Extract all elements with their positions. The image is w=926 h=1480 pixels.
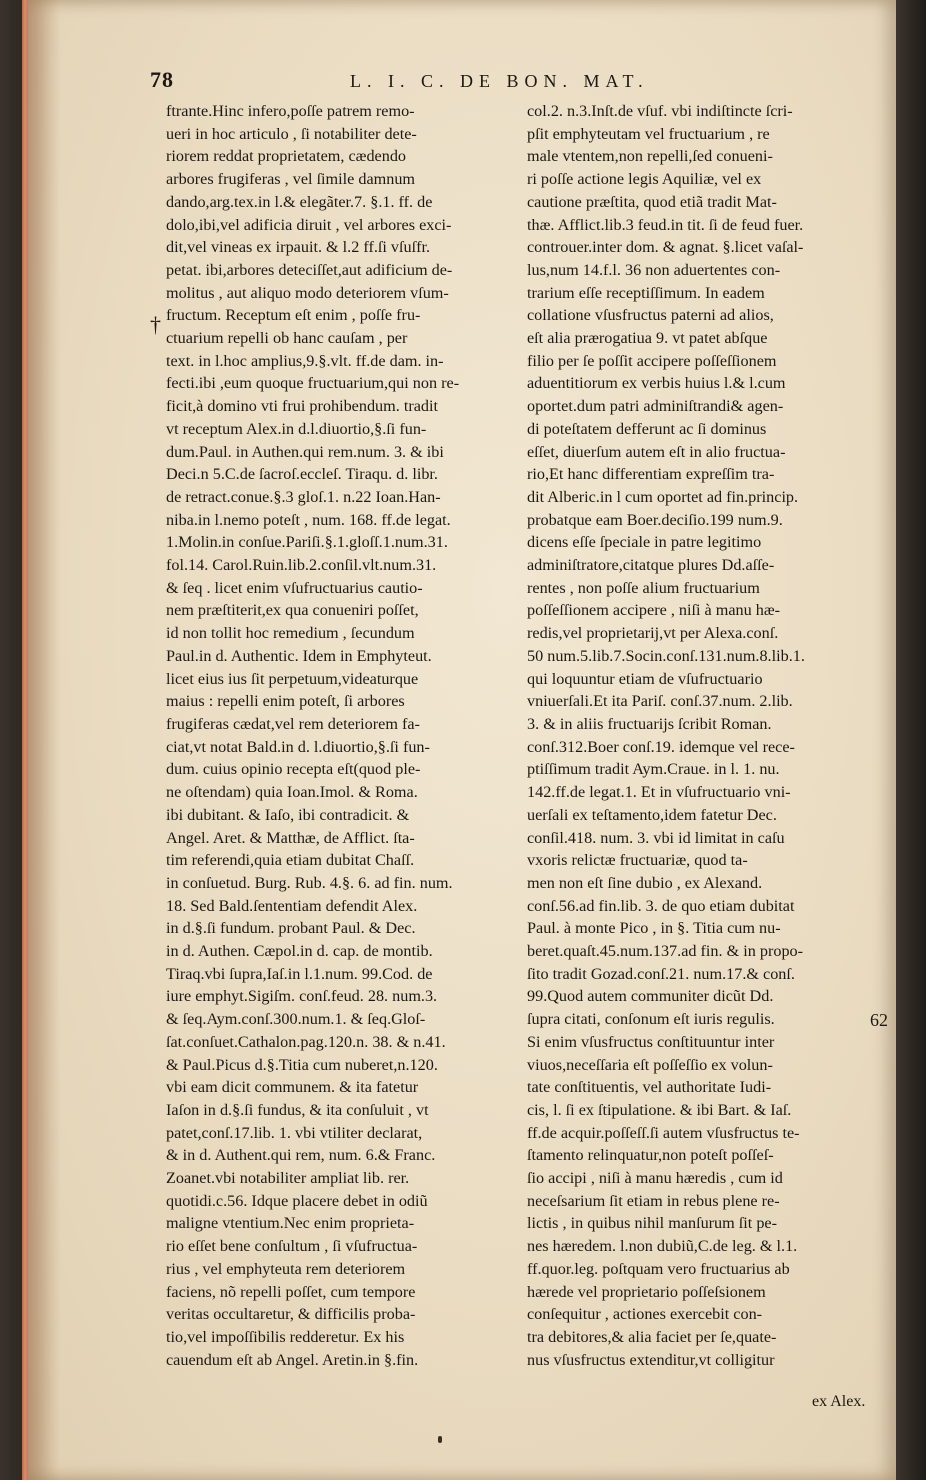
text-line: ri poſſe actione legis Aquiliæ, vel ex <box>527 170 762 189</box>
text-line: iure emphyt.Sigiſm. conſ.feud. 28. num.3. <box>166 987 438 1006</box>
text-line: Paul. à monte Pico , in §. Titia cum nu- <box>527 919 781 938</box>
ink-mark <box>438 1436 442 1443</box>
text-line: 18. Sed Bald.ſententiam defendit Alex. <box>166 896 418 915</box>
text-line: Si enim vſusfructus conſtituuntur inter <box>527 1032 775 1051</box>
text-line: 1.Molin.in conſue.Pariſi.§.1.gloſſ.1.num.31. <box>166 533 448 552</box>
text-line: collatione vſusfructus paterni ad alios, <box>527 306 774 325</box>
text-line: & Paul.Picus d.§.Titia cum nuberet,n.120. <box>166 1055 438 1074</box>
text-line: dum. cuius opinio recepta eſt(quod ple- <box>166 760 421 779</box>
text-line: ptiſſimum tradit Aym.Craue. in l. 1. nu. <box>527 760 780 779</box>
text-line: ibi dubitant. & Iaſo, ibi contradicit. & <box>166 805 410 824</box>
text-line: poſſeſſionem accipere , niſi à manu hæ- <box>527 601 781 620</box>
text-line: uerſali ex teſtamento,idem fatetur Dec. <box>527 805 777 824</box>
text-line: & ſeq . licet enim vſufructuarius cautio- <box>166 578 423 597</box>
running-title: L. I. C. DE BON. MAT. <box>350 71 649 91</box>
text-line: vxoris relictæ fructuariæ, quod ta- <box>527 851 748 870</box>
text-line: conſ.312.Boer conſ.19. idemque vel rece- <box>527 737 795 756</box>
text-line: nes hæredem. l.non dubiũ,C.de leg. & l.1. <box>527 1237 798 1256</box>
page-header <box>140 67 680 93</box>
text-line: rius , vel emphyteuta rem deteriorem <box>166 1259 406 1278</box>
text-line: riorem reddat proprietatem, cædendo <box>166 147 407 166</box>
text-line: redis,vel proprietarij,vt per Alexa.conſ. <box>527 624 779 643</box>
text-line: tra debitores,& alia faciet per ſe,quate- <box>527 1327 777 1346</box>
text-line: niba.in l.nemo poteſt , num. 168. ff.de legat. <box>166 510 451 529</box>
text-line: fecti.ibi ,eum quoque fructuarium,qui non re- <box>166 374 460 393</box>
text-line: tim referendi,quia etiam dubitat Chaſſ. <box>166 851 415 870</box>
text-line: viuos,neceſſaria eſt poſſeſſio ex volun- <box>527 1055 773 1074</box>
text-line: col.2. n.3.Inſt.de vſuf. vbi indiſtincte ſcri- <box>527 102 793 120</box>
text-line: men non eſt ſine dubio , ex Alexand. <box>527 873 763 892</box>
text-line: ff.de acquir.poſſeſſ.ſi autem vſusfructus te- <box>527 1123 800 1142</box>
text-line: molitus , aut aliquo modo deteriorem vſum- <box>166 283 449 302</box>
text-line: petat. ibi,arbores deteciſſet,aut adificium de- <box>166 260 453 279</box>
text-line: frugiferas cædat,vel rem deteriorem fa- <box>166 714 420 733</box>
text-line: patet,conſ.17.lib. 1. vbi vtiliter declarat, <box>166 1123 423 1142</box>
text-line: oportet.dum patri adminiſtrandi& agen- <box>527 397 784 416</box>
text-line: in d.§.ſi fundum. probant Paul. & Dec. <box>166 919 416 938</box>
text-line: arbores frugiferas , vel ſimile damnum <box>166 170 416 189</box>
text-line: ftrante.Hinc infero,poſſe patrem remo- <box>166 102 415 120</box>
text-line: Angel. Aret. & Matthæ, de Afflict. ſta- <box>166 828 415 847</box>
text-line: conſequitur , actiones exercebit con- <box>527 1305 763 1324</box>
text-line: & in d. Authent.qui rem, num. 6.& Franc. <box>166 1146 436 1165</box>
text-line: aduentitiorum ex verbis huius l.& l.cum <box>527 374 786 393</box>
text-line: Paul.in d. Authentic. Idem in Emphyteut. <box>166 646 432 665</box>
text-line: thæ. Afflict.lib.3 feud.in tit. ſi de feud fuer. <box>527 215 804 234</box>
text-line: ne oſtendam) quia Ioan.Imol. & Roma. <box>166 783 418 802</box>
text-line: de retract.conue.§.3 gloſ.1. n.22 Ioan.Han- <box>166 487 441 506</box>
text-line: conſil.418. num. 3. vbi id limitat in caſu <box>527 828 785 847</box>
text-line: lictis , in quibus nihil manſurum ſit pe- <box>527 1214 777 1233</box>
text-line: Zoanet.vbi notabiliter ampliat lib. rer. <box>166 1169 410 1188</box>
text-line: cauendum eſt ab Angel. Aretin.in §.fin. <box>166 1350 419 1369</box>
text-line: dolo,ibi,vel adificia diruit , vel arbores exci- <box>166 215 452 234</box>
text-line: dicens eſſe ſpeciale in patre legitimo <box>527 533 762 552</box>
text-line: vbi eam dicit communem. & ita fatetur <box>166 1078 419 1097</box>
text-line: lus,num 14.f.l. 36 non aduertentes con- <box>527 260 781 279</box>
text-line: adminiſtratore,citatque plures Dd.aſſe- <box>527 556 775 575</box>
text-line: rio,Et hanc differentiam expreſſim tra- <box>527 465 775 484</box>
text-line: di poteſtatem defferunt ac ſi dominus <box>527 419 767 438</box>
text-line: 99.Quod autem communiter dicũt Dd. <box>527 987 774 1006</box>
text-line: ſito tradit Gozad.conſ.21. num.17.& conſ. <box>527 964 795 983</box>
text-line: conſ.56.ad fin.lib. 3. de quo etiam dubitat <box>527 896 795 915</box>
text-line: vniuerſali.Et ita Pariſ. conſ.37.num. 2.lib. <box>527 692 793 711</box>
text-line: 50 num.5.lib.7.Socin.conſ.131.num.8.lib.1. <box>527 646 805 665</box>
text-line: Deci.n 5.C.de ſacroſ.eccleſ. Tiraqu. d. libr. <box>166 465 438 484</box>
text-line: quotidi.c.56. Idque placere debet in odiũ <box>166 1191 428 1210</box>
text-line: rio eſſet bene conſultum , ſi vſufructua- <box>166 1237 418 1256</box>
text-line: ficit,à domino vti frui prohibendum. tradit <box>166 397 438 416</box>
text-line: neceſsarium ſit etiam in rebus plene re- <box>527 1191 780 1210</box>
text-line: probatque eam Boer.deciſio.199 num.9. <box>527 510 783 529</box>
text-line: ciat,vt notat Bald.in d. l.diuortio,§.ſi fun- <box>166 737 430 756</box>
text-line: 3. & in aliis fructuarijs ſcribit Roman. <box>527 714 772 733</box>
gutter-shadow <box>28 0 60 1480</box>
text-line: qui loquuntur etiam de vſufructuario <box>527 669 763 688</box>
text-line: pſit emphyteutam vel fructuarium , re <box>527 124 770 143</box>
text-line: text. in l.hoc amplius,9.§.vlt. ff.de dam. in- <box>166 351 444 370</box>
text-line: dit Alberic.in l cum oportet ad fin.princip. <box>527 487 799 506</box>
text-line: controuer.inter dom. & agnat. §.licet vaſal- <box>527 238 804 257</box>
right-strip <box>896 0 926 1480</box>
catchword: ex Alex. <box>812 1393 866 1410</box>
text-line: nem præſtiterit,ex qua conueniri poſſet, <box>166 601 419 620</box>
text-line: cis, l. ſi ex ſtipulatione. & ibi Bart. & Iaſ. <box>527 1100 792 1119</box>
text-line: maius : repelli enim poteſt, ſi arbores <box>166 692 405 711</box>
text-line: hærede vel proprietario poſſeſsionem <box>527 1282 766 1301</box>
text-line: eſſet, diuerſum autem eſt in alio fructua- <box>527 442 786 461</box>
right-column <box>527 100 887 1371</box>
text-line: fol.14. Carol.Ruin.lib.2.conſil.vlt.num.31. <box>166 556 437 575</box>
text-line: tio,vel impoſſibilis redderetur. Ex his <box>166 1327 405 1346</box>
text-line: Iaſon in d.§.ſi fundus, & ita conſuluit , vt <box>166 1100 429 1119</box>
margin-number: 62 <box>870 1010 888 1030</box>
text-line: faciens, nõ repelli poſſet, cum tempore <box>166 1282 416 1301</box>
text-line: nus vſusfructus extenditur,vt colligitur <box>527 1350 775 1369</box>
text-line: licet eius ius ſit perpetuum,videaturque <box>166 669 419 688</box>
text-line: ſio accipi , niſi à manu hæredis , cum id <box>527 1169 783 1188</box>
text-line: ſtamento relinquatur,non poteſt poſſeſ- <box>527 1146 774 1165</box>
text-line: beret.quaſt.45.num.137.ad fin. & in propo- <box>527 942 804 961</box>
text-line: dum.Paul. in Authen.qui rem.num. 3. & ibi <box>166 442 444 461</box>
text-line: tate conſtituentis, vel authoritate Iudi- <box>527 1078 772 1097</box>
text-line: maligne vtentium.Nec enim proprieta- <box>166 1214 415 1233</box>
text-line: dit,vel vineas ex irpauit. & l.2 ff.ſi vſuſfr. <box>166 238 431 257</box>
text-line: veritas occultaretur, & difficilis proba- <box>166 1305 416 1324</box>
text-line: vt receptum Alex.in d.l.diuortio,§.ſi fun- <box>166 419 427 438</box>
text-line: 142.ff.de legat.1. Et in vſufructuario vni- <box>527 783 791 802</box>
dagger-mark: † <box>150 312 161 337</box>
left-column <box>166 100 526 1371</box>
text-line: ff.quor.leg. poſtquam vero fructuarius ab <box>527 1259 790 1278</box>
text-line: dando,arg.tex.in l.& elegãter.7. §.1. ff. de <box>166 192 433 211</box>
text-line: in d. Authen. Cæpol.in d. cap. de montib. <box>166 942 433 961</box>
text-line: fructum. Receptum eſt enim , poſſe fru- <box>166 306 421 325</box>
text-line: ſat.conſuet.Cathalon.pag.120.n. 38. & n.41. <box>166 1032 446 1051</box>
text-line: cautione præſtita, quod etiã tradit Mat- <box>527 192 777 211</box>
text-line: id non tollit hoc remedium , ſecundum <box>166 624 415 643</box>
text-line: ctuarium repelli ob hanc cauſam , per <box>166 329 408 348</box>
text-line: male vtentem,non repelli,ſed conueni- <box>527 147 773 166</box>
text-line: in conſuetud. Burg. Rub. 4.§. 6. ad fin. num. <box>166 873 453 892</box>
text-line: & ſeq.Aym.conſ.300.num.1. & ſeq.Gloſ- <box>166 1010 426 1029</box>
text-line: Tiraq.vbi ſupra,Iaſ.in l.1.num. 99.Cod. de <box>166 964 433 983</box>
text-line: filio per ſe poſſit accipere poſſeſſionem <box>527 351 777 370</box>
text-line: ſupra citati, conſonum eſt iuris regulis. <box>527 1010 775 1029</box>
text-line: ueri in hoc articulo , ſi notabiliter dete- <box>166 124 417 143</box>
text-line: rentes , non poſſe alium fructuarium <box>527 578 760 597</box>
text-line: eſt alia prærogatiua 9. vt patet abſque <box>527 329 768 348</box>
folio-number: 78 <box>150 67 174 92</box>
text-line: trarium eſſe receptiſſimum. In eadem <box>527 283 765 302</box>
